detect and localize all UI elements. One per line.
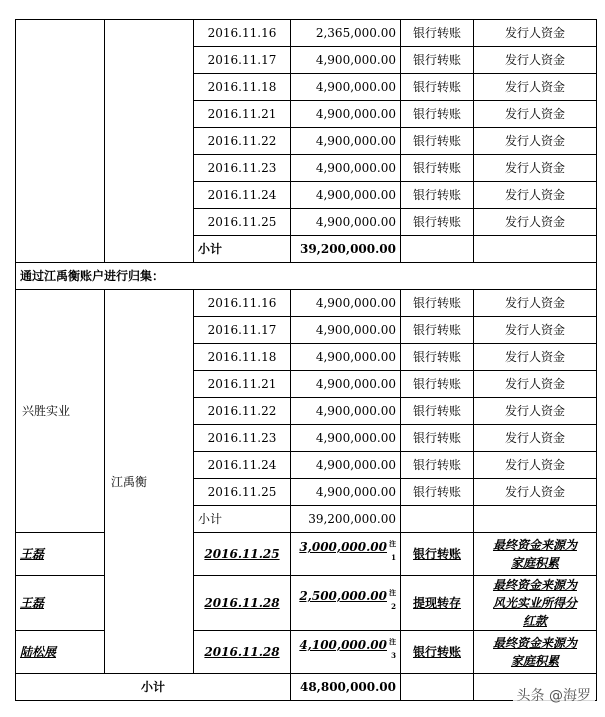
source-cell: 发行人资金 (474, 479, 597, 506)
amount-cell: 4,900,000.00 (291, 74, 401, 101)
footnote-marker: 注1 (389, 539, 396, 562)
amount-cell: 4,900,000.00 (291, 290, 401, 317)
source-cell: 发行人资金 (474, 20, 597, 47)
subtotal-amount: 39,200,000.00 (291, 506, 401, 533)
transaction-table (15, 19, 597, 701)
date-cell: 2016.11.23 (194, 155, 291, 182)
method-cell: 银行转账 (401, 128, 474, 155)
method-cell: 银行转账 (401, 452, 474, 479)
method-cell: 银行转账 (401, 344, 474, 371)
method-cell: 银行转账 (401, 317, 474, 344)
source-cell: 发行人资金 (474, 317, 597, 344)
table-row (16, 631, 597, 674)
section-header-row (16, 263, 597, 290)
person-name-cell: 王磊 (16, 533, 105, 576)
method-cell: 银行转账 (401, 20, 474, 47)
amount-cell: 4,900,000.00 (291, 398, 401, 425)
amount-value: 3,000,000.00 (299, 540, 387, 554)
subtotal-amount: 39,200,000.00 (291, 236, 401, 263)
source-cell: 发行人资金 (474, 47, 597, 74)
method-cell: 银行转账 (401, 398, 474, 425)
table-row (16, 290, 597, 317)
method-cell: 银行转账 (401, 290, 474, 317)
date-cell: 2016.11.22 (194, 128, 291, 155)
empty-cell (401, 674, 474, 701)
table-row (16, 576, 597, 631)
method-cell: 银行转账 (401, 74, 474, 101)
date-cell: 2016.11.18 (194, 344, 291, 371)
amount-value: 4,100,000.00 (299, 638, 387, 652)
table-row (16, 533, 597, 576)
source-line: 最终资金来源为 (492, 578, 577, 592)
source-line: 红款 (522, 614, 547, 628)
source-line: 最终资金来源为 (492, 538, 577, 552)
date-cell: 2016.11.21 (194, 101, 291, 128)
footnote-marker: 注3 (389, 637, 396, 660)
date-cell: 2016.11.16 (194, 290, 291, 317)
source-cell: 发行人资金 (474, 371, 597, 398)
source-cell: 发行人资金 (474, 425, 597, 452)
date-cell: 2016.11.17 (194, 317, 291, 344)
amount-cell: 4,900,000.00 (291, 155, 401, 182)
source-cell: 发行人资金 (474, 74, 597, 101)
source-cell: 发行人资金 (474, 452, 597, 479)
person-name-cell: 王磊 (16, 576, 105, 631)
date-cell: 2016.11.21 (194, 371, 291, 398)
footnote-marker: 注2 (389, 588, 396, 611)
method-cell: 银行转账 (401, 47, 474, 74)
person-name-cell: 陆松展 (16, 631, 105, 674)
amount-cell: 4,900,000.00 (291, 101, 401, 128)
source-cell (474, 631, 597, 674)
method-cell: 银行转账 (401, 479, 474, 506)
source-cell: 发行人资金 (474, 128, 597, 155)
date-cell: 2016.11.18 (194, 74, 291, 101)
amount-cell (291, 631, 401, 674)
method-cell: 银行转账 (401, 371, 474, 398)
date-cell: 2016.11.25 (194, 209, 291, 236)
empty-cell (474, 506, 597, 533)
amount-cell: 4,900,000.00 (291, 317, 401, 344)
date-cell: 2016.11.17 (194, 47, 291, 74)
amount-cell: 4,900,000.00 (291, 344, 401, 371)
table-row (16, 20, 597, 47)
amount-value: 2,500,000.00 (299, 589, 387, 603)
empty-cell (401, 236, 474, 263)
source-line: 家庭积累 (510, 556, 559, 570)
total-label: 小计 (16, 674, 291, 701)
date-cell: 2016.11.25 (194, 479, 291, 506)
source-cell: 发行人资金 (474, 182, 597, 209)
amount-cell (291, 576, 401, 631)
empty-cell (401, 506, 474, 533)
date-cell: 2016.11.22 (194, 398, 291, 425)
section1-account-cell (105, 20, 194, 263)
source-cell: 发行人资金 (474, 209, 597, 236)
entity-cell: 兴胜实业 (16, 290, 105, 533)
date-cell: 2016.11.28 (194, 631, 291, 674)
amount-cell: 4,900,000.00 (291, 452, 401, 479)
source-cell (474, 576, 597, 631)
date-cell: 2016.11.28 (194, 576, 291, 631)
source-cell: 发行人资金 (474, 155, 597, 182)
amount-cell: 4,900,000.00 (291, 479, 401, 506)
amount-cell: 4,900,000.00 (291, 182, 401, 209)
method-cell: 提现转存 (401, 576, 474, 631)
section-header: 通过江禹衡账户进行归集： (16, 263, 597, 290)
date-cell: 2016.11.24 (194, 452, 291, 479)
method-cell: 银行转账 (401, 209, 474, 236)
amount-cell: 4,900,000.00 (291, 371, 401, 398)
source-cell: 发行人资金 (474, 101, 597, 128)
date-cell: 2016.11.16 (194, 20, 291, 47)
amount-cell: 4,900,000.00 (291, 425, 401, 452)
source-line: 家庭积累 (510, 654, 559, 668)
subtotal-label: 小计 (194, 236, 291, 263)
account-cell: 江禹衡 (105, 290, 194, 674)
source-cell: 发行人资金 (474, 290, 597, 317)
source-line: 风光实业所得分 (492, 596, 577, 610)
empty-cell (474, 236, 597, 263)
total-amount: 48,800,000.00 (291, 674, 401, 701)
method-cell: 银行转账 (401, 101, 474, 128)
method-cell: 银行转账 (401, 182, 474, 209)
method-cell: 银行转账 (401, 425, 474, 452)
method-cell: 银行转账 (401, 631, 474, 674)
total-row (16, 674, 597, 701)
amount-cell: 4,900,000.00 (291, 128, 401, 155)
source-cell (474, 533, 597, 576)
method-cell: 银行转账 (401, 155, 474, 182)
watermark: 头条 @海罗 (513, 683, 595, 707)
amount-cell: 2,365,000.00 (291, 20, 401, 47)
amount-cell (291, 533, 401, 576)
source-line: 最终资金来源为 (492, 636, 577, 650)
method-cell: 银行转账 (401, 533, 474, 576)
section1-entity-cell (16, 20, 105, 263)
date-cell: 2016.11.23 (194, 425, 291, 452)
date-cell: 2016.11.25 (194, 533, 291, 576)
amount-cell: 4,900,000.00 (291, 47, 401, 74)
subtotal-label: 小计 (194, 506, 291, 533)
source-cell: 发行人资金 (474, 344, 597, 371)
source-cell: 发行人资金 (474, 398, 597, 425)
amount-cell: 4,900,000.00 (291, 209, 401, 236)
date-cell: 2016.11.24 (194, 182, 291, 209)
